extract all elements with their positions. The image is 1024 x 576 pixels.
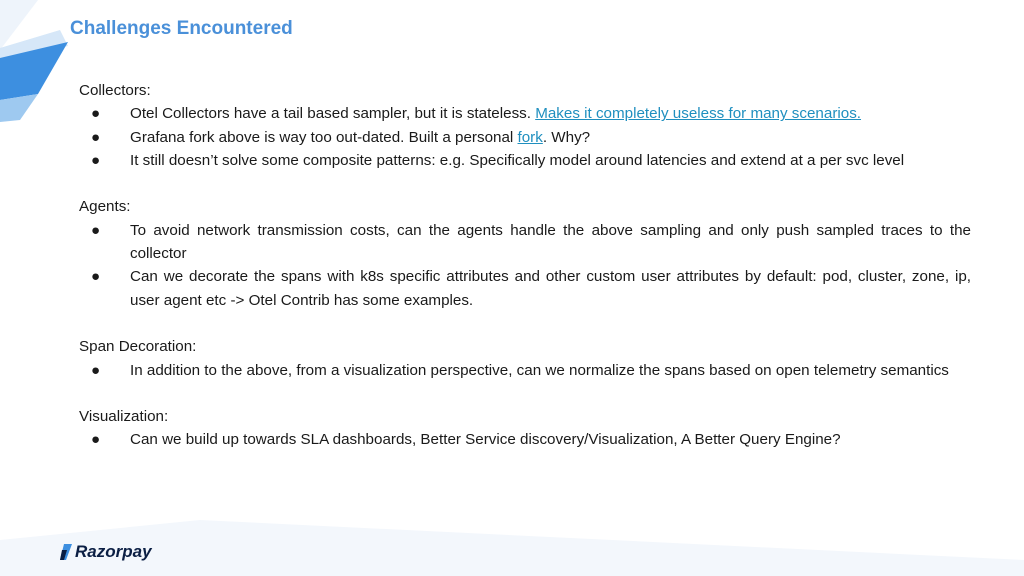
section-heading: Agents: — [79, 198, 131, 216]
bullet-list — [79, 219, 971, 312]
bullet-text: Can we build up towards SLA dashboards, Better Service discovery/Visualization, A Better Query Engine? — [130, 431, 841, 449]
bullet-text: To avoid network transmission costs, can the agents handle the above sampling and only push sampled traces to the collector — [130, 221, 971, 263]
useless-scenarios-link[interactable]: Makes it completely useless for many scenarios. — [535, 105, 862, 123]
list-item — [79, 219, 971, 266]
bullet-icon: ● — [91, 221, 101, 239]
bullet-text: Can we decorate the spans with k8s specific attributes and other custom user attributes by default: pod, cluster, zone, ip, user agent etc -> Otel Contrib has some examples. — [130, 268, 971, 309]
section-span-decoration — [79, 335, 971, 382]
logo-text: Razorpay — [75, 542, 152, 561]
section-heading: Visualization: — [79, 408, 169, 426]
section-heading: Span Decoration: — [79, 338, 197, 356]
list-item — [79, 265, 971, 312]
bullet-icon: ● — [91, 361, 101, 379]
section-visualization — [79, 405, 971, 452]
bullet-text: Otel Collectors have a tail based sampler, but it is stateless. — [130, 105, 536, 123]
bullet-icon: ● — [91, 151, 101, 169]
section-collectors — [79, 79, 971, 172]
section-heading: Collectors: — [79, 82, 151, 99]
bullet-text: It still doesn’t solve some composite patterns: e.g. Specifically model around latencies and extend at a per svc level — [130, 151, 905, 169]
list-item — [79, 149, 971, 172]
bullet-text: Grafana fork above is way too out-dated. Built a personal — [130, 128, 518, 146]
slide-title: Challenges Encountered — [70, 18, 293, 39]
bullet-list — [79, 102, 971, 172]
bullet-text: In addition to the above, from a visualization perspective, can we normalize the spans based on open telemetry semantics — [130, 361, 949, 379]
razorpay-logo-icon — [60, 544, 72, 560]
bullet-icon: ● — [91, 128, 101, 146]
bullet-list — [79, 428, 971, 451]
razorpay-logo — [60, 542, 152, 562]
bullet-icon: ● — [91, 105, 101, 123]
bullet-icon: ● — [91, 431, 101, 449]
bullet-icon: ● — [91, 268, 101, 286]
slide-content — [79, 79, 971, 475]
bullet-list — [79, 359, 971, 382]
list-item — [79, 428, 971, 451]
list-item — [79, 126, 971, 149]
bullet-text-after: . Why? — [542, 128, 591, 146]
bottom-wave — [0, 520, 1024, 576]
fork-link[interactable]: fork — [517, 128, 543, 146]
list-item — [79, 359, 971, 382]
list-item — [79, 102, 971, 125]
section-agents — [79, 195, 971, 311]
